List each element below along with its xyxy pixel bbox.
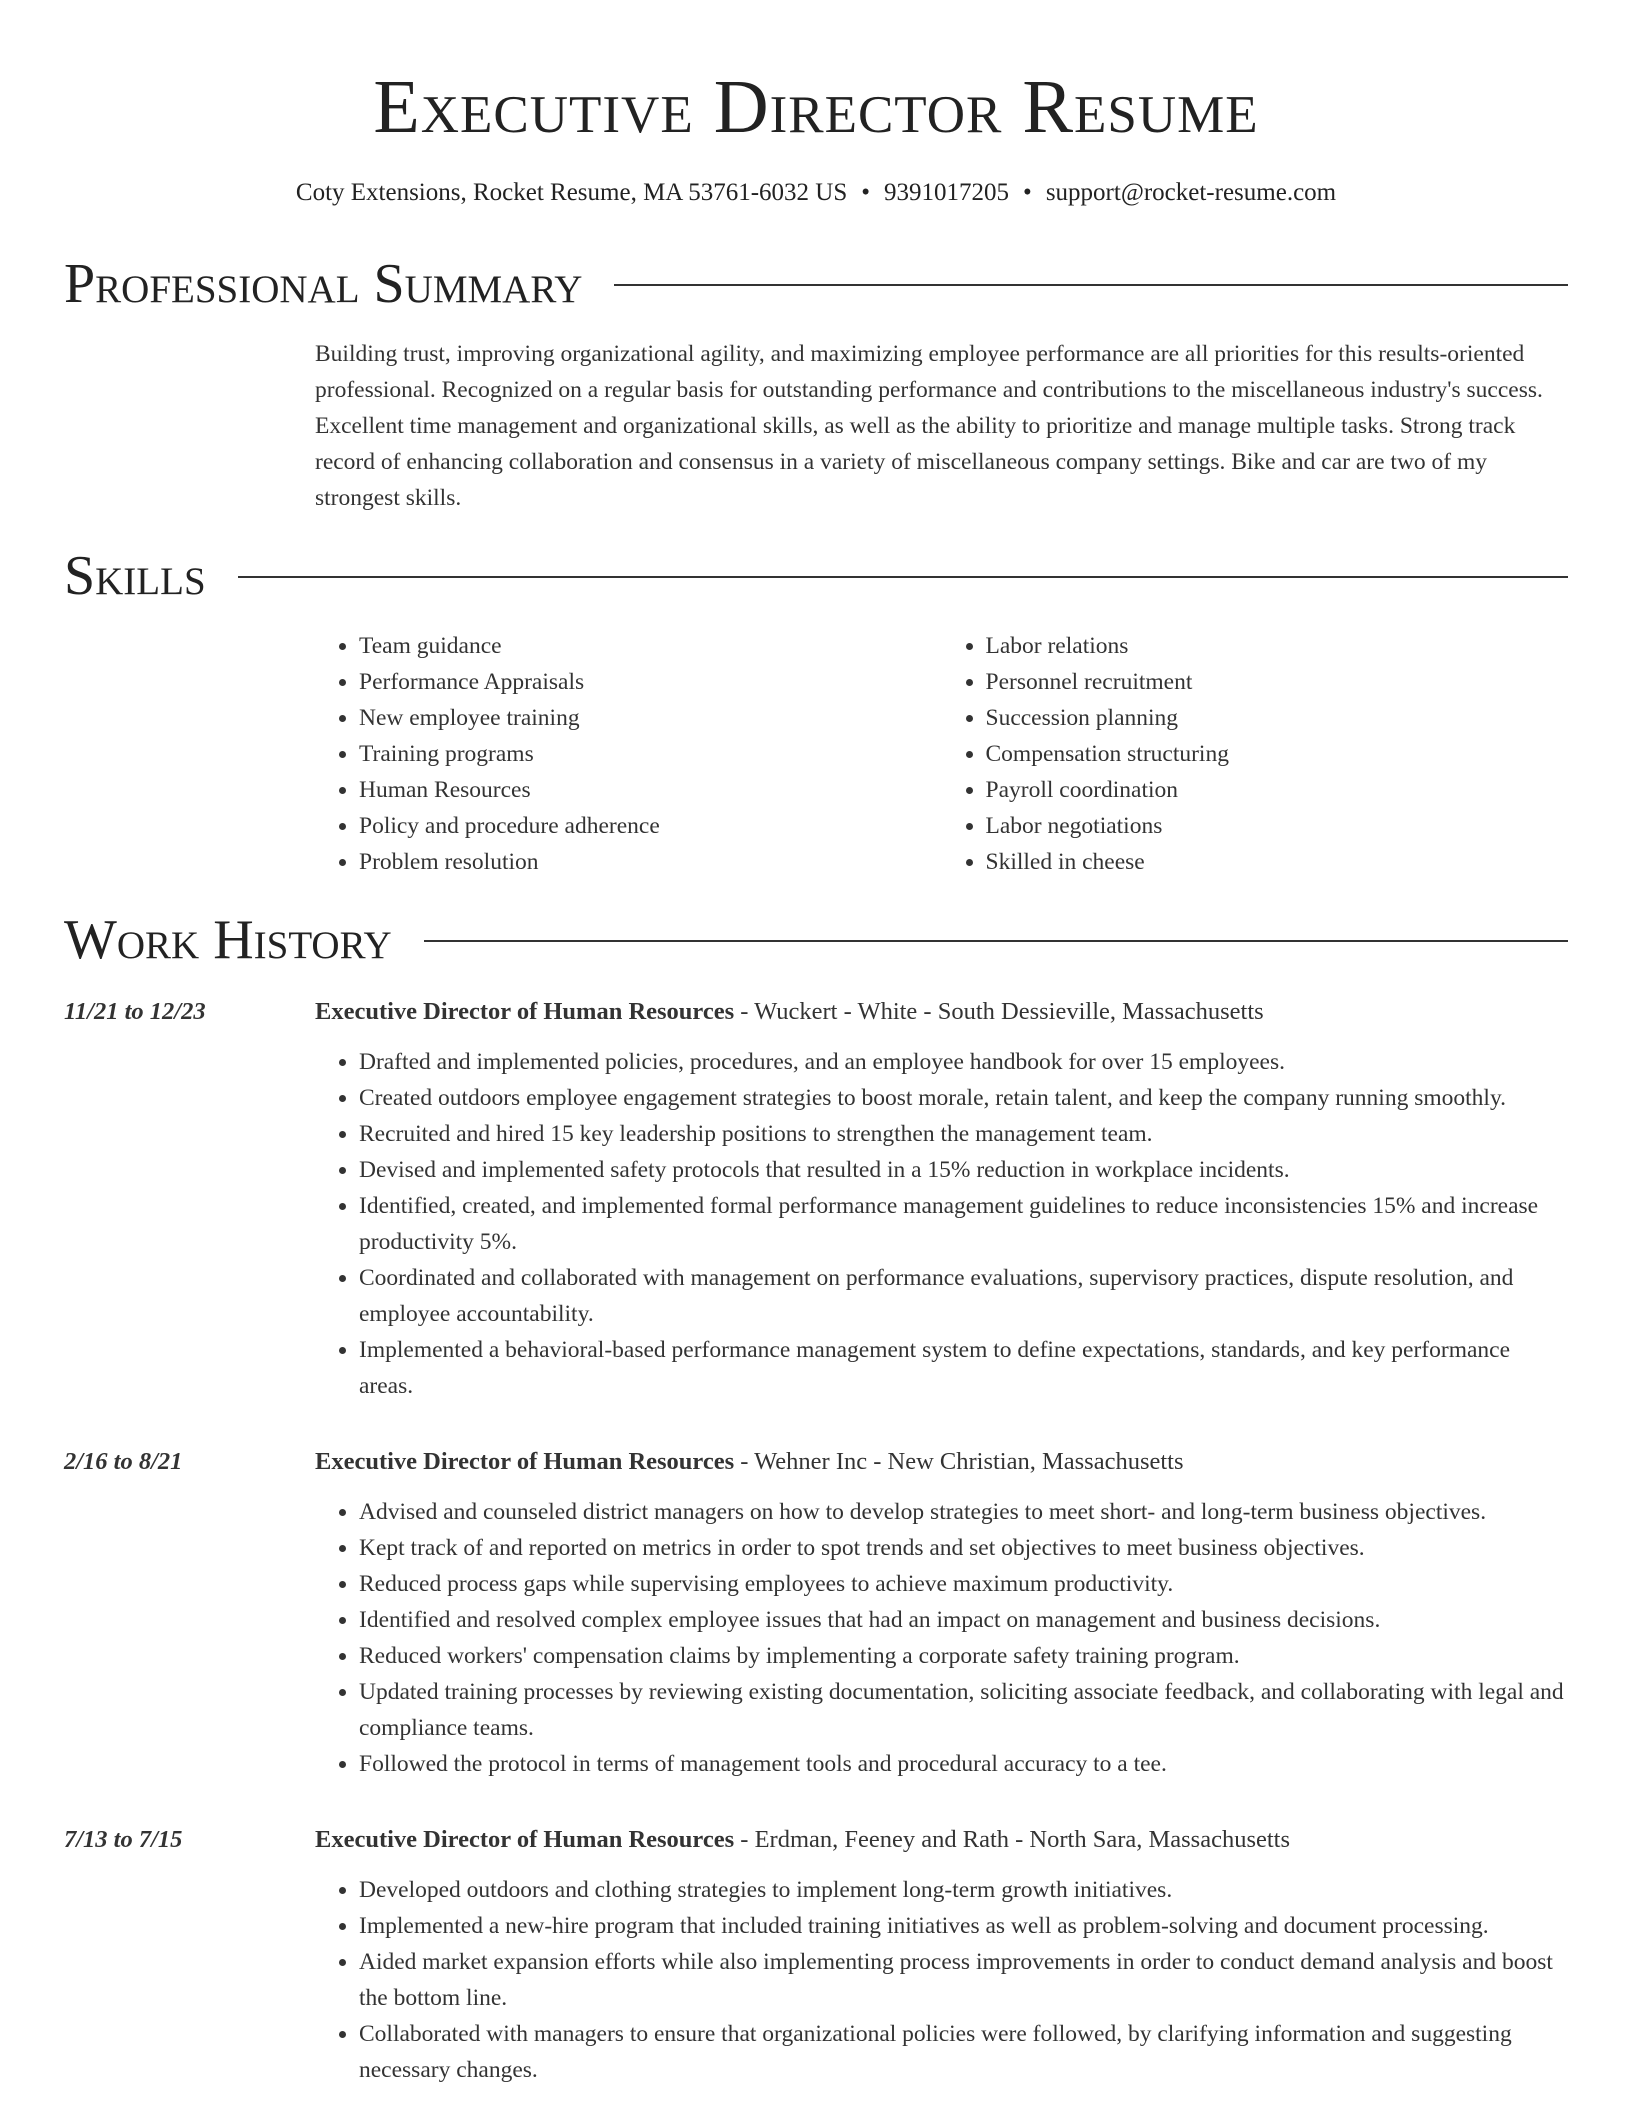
job-body	[315, 994, 1568, 1404]
section-divider	[238, 576, 1568, 578]
contact-address: Coty Extensions, Rocket Resume, MA 53761-6032 US	[295, 179, 848, 206]
job-bullet: • Reduced process gaps while supervising employees to achieve maximum productivity.	[359, 1566, 1568, 1602]
section-divider	[424, 940, 1568, 942]
work-section-header	[64, 910, 1568, 970]
skill-item: • Succession planning	[986, 700, 1569, 736]
job-bullet: • Followed the protocol in terms of management tools and procedural accuracy to a tee.	[359, 1746, 1568, 1782]
job-header	[315, 1444, 1568, 1480]
skill-item: • Performance Appraisals	[359, 664, 942, 700]
job-bullet: • Advised and counseled district managers on how to develop strategies to meet short- and long-term business objectives.	[359, 1494, 1568, 1530]
resume-title: Executive Director Resume	[373, 65, 1259, 149]
summary-heading: Professional Summary	[64, 253, 583, 315]
job-header	[315, 1822, 1568, 1858]
job-title: Executive Director of Human Resources	[315, 998, 735, 1025]
skills-list-right	[942, 628, 1569, 880]
skill-item: • Skilled in cheese	[986, 844, 1569, 880]
job-dates: 7/13 to 7/15	[64, 1826, 183, 1853]
job-bullet: • Drafted and implemented policies, procedures, and an employee handbook for over 15 employees.	[359, 1044, 1568, 1080]
summary-text: Building trust, improving organizational agility, and maximizing employee performance are all priorities for this results-oriented professional. Recognized on a regular basis for outstanding performance and contributions to the miscellaneous industry's success. Excellent time management and organizational skills, as well as the ability to prioritize and manage multiple tasks. Strong track record of enhancing collaboration and consensus in a variety of miscellaneous company settings. Bike and car are two of my strongest skills.	[315, 341, 1543, 511]
skill-item: • Compensation structuring	[986, 736, 1569, 772]
skills-grid	[315, 628, 1568, 880]
job-bullets	[315, 1044, 1568, 1404]
resume-page	[64, 0, 1568, 2088]
job-bullet: • Reduced workers' compensation claims by implementing a corporate safety training program.	[359, 1638, 1568, 1674]
job-dates: 11/21 to 12/23	[64, 998, 206, 1025]
job-employer: - Wehner Inc - New Christian, Massachusetts	[734, 1448, 1184, 1475]
skills-heading: Skills	[64, 545, 206, 607]
contact-separator: •	[861, 179, 871, 206]
summary-section-header	[64, 254, 1568, 314]
job-bullet: • Recruited and hired 15 key leadership positions to strengthen the management team.	[359, 1116, 1568, 1152]
skill-item: • New employee training	[359, 700, 942, 736]
contact-phone: 9391017205	[884, 179, 1010, 206]
skill-item: • Policy and procedure adherence	[359, 808, 942, 844]
job-bullets	[315, 1872, 1568, 2088]
job-bullet: • Created outdoors employee engagement strategies to boost morale, retain talent, and keep the company running smoothly.	[359, 1080, 1568, 1116]
job-bullet: • Implemented a behavioral-based performance management system to define expectations, standards, and key performance areas.	[359, 1332, 1568, 1404]
contact-line	[64, 178, 1568, 208]
job-entry	[64, 994, 1568, 1404]
job-body	[315, 1822, 1568, 2088]
job-bullet: • Aided market expansion efforts while also implementing process improvements in order to conduct demand analysis and boost the bottom line.	[359, 1944, 1568, 2016]
job-title: Executive Director of Human Resources	[315, 1826, 735, 1853]
skill-item: • Labor negotiations	[986, 808, 1569, 844]
job-bullet: • Collaborated with managers to ensure that organizational policies were followed, by clarifying information and suggesting necessary changes.	[359, 2016, 1568, 2088]
job-bullet: • Identified and resolved complex employee issues that had an impact on management and business decisions.	[359, 1602, 1568, 1638]
skills-list-left	[315, 628, 942, 880]
skill-item: • Human Resources	[359, 772, 942, 808]
job-title: Executive Director of Human Resources	[315, 1448, 735, 1475]
skill-item: • Payroll coordination	[986, 772, 1569, 808]
job-entry	[64, 1444, 1568, 1782]
job-bullet: • Devised and implemented safety protocols that resulted in a 15% reduction in workplace incidents.	[359, 1152, 1568, 1188]
job-employer: - Erdman, Feeney and Rath - North Sara, Massachusetts	[734, 1826, 1291, 1853]
job-bullet: • Identified, created, and implemented formal performance management guidelines to reduce inconsistencies 15% and increase productivity 5%.	[359, 1188, 1568, 1260]
skill-item: • Training programs	[359, 736, 942, 772]
skill-item: • Labor relations	[986, 628, 1569, 664]
job-bullets	[315, 1494, 1568, 1782]
job-bullet: • Kept track of and reported on metrics in order to spot trends and set objectives to meet business objectives.	[359, 1530, 1568, 1566]
job-bullet: • Coordinated and collaborated with management on performance evaluations, supervisory practices, dispute resolution, and employee accountability.	[359, 1260, 1568, 1332]
skill-item: • Team guidance	[359, 628, 942, 664]
skills-section-header	[64, 546, 1568, 606]
skill-item: • Personnel recruitment	[986, 664, 1569, 700]
job-body	[315, 1444, 1568, 1782]
work-heading: Work History	[64, 909, 392, 971]
job-employer: - Wuckert - White - South Dessieville, Massachusetts	[734, 998, 1264, 1025]
contact-email: support@rocket-resume.com	[1045, 179, 1337, 206]
contact-separator: •	[1023, 179, 1032, 206]
section-divider	[614, 284, 1568, 286]
skill-item: • Problem resolution	[359, 844, 942, 880]
job-bullet: • Implemented a new-hire program that included training initiatives as well as problem-solving and document processing.	[359, 1908, 1568, 1944]
job-bullet: • Developed outdoors and clothing strategies to implement long-term growth initiatives.	[359, 1872, 1568, 1908]
job-bullet: • Updated training processes by reviewing existing documentation, soliciting associate feedback, and collaborating with legal and compliance teams.	[359, 1674, 1568, 1746]
job-entry	[64, 1822, 1568, 2088]
job-header	[315, 994, 1568, 1030]
job-dates: 2/16 to 8/21	[64, 1448, 183, 1475]
